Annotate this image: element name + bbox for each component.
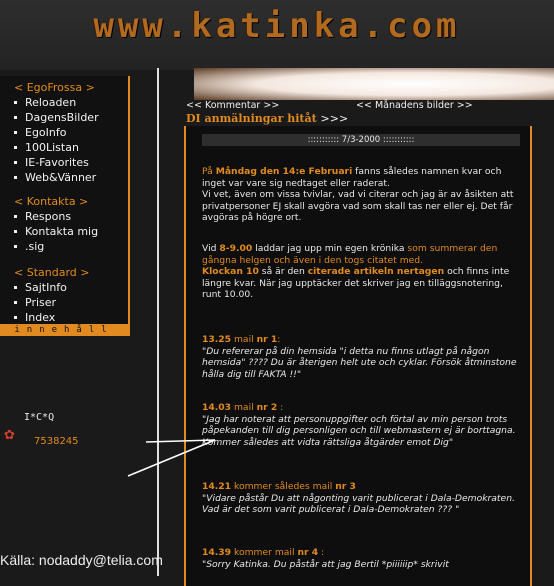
- sidebar-group-title: < EgoFrossa >: [14, 81, 95, 94]
- bullet-icon: [14, 101, 17, 104]
- mail-entry-4: 14.39 kommer mail nr 4 : "Sorry Katinka. Du påstår att jag Bertil *piiiiiip* skrivit: [202, 547, 449, 570]
- sidebar-item-kontakta-mig[interactable]: Kontakta mig: [14, 224, 98, 239]
- top-nav: [184, 100, 554, 112]
- paragraph-1: På Måndag den 14:e Februari fanns således namnen kvar och inget var vare sig nedtaget eller raderat. Vi vet, även om vissa tvivlar, vad vi citerar och jag är av åsikten att privatpersoner EJ skall avgöra vad som skall tas ner eller ej. Det får avgöras på högre ort.: [202, 166, 514, 223]
- icq-flower-icon[interactable]: ✿: [4, 428, 15, 443]
- sidebar-footer-label: innehåll: [0, 324, 128, 336]
- sidebar-item-respons[interactable]: Respons: [14, 209, 98, 224]
- bullet-icon: [14, 176, 17, 179]
- sidebar-item-reloaden[interactable]: Reloaden: [14, 95, 99, 110]
- sidebar-group-egofrossa: [14, 81, 99, 185]
- sidebar-group-title: < Kontakta >: [14, 195, 89, 208]
- bullet-icon: [14, 116, 17, 119]
- sidebar-group-title: < Standard >: [14, 266, 90, 279]
- paragraph-2: Vid 8-9.00 laddar jag upp min egen krönika som summerar den gångna helgen och även i den togs citatet med. Klockan 10 så är den citerade artikeln nertagen och finns inte längre kvar. När jag upptäcker det skriver jag en tilläggsnotering, runt 10.00.: [202, 243, 510, 300]
- date-dots-left: :::::::::::: [307, 135, 340, 145]
- announcement-label: DI anmälningar hitåt: [186, 112, 317, 125]
- nav-link-kommentar[interactable]: << Kommentar >>: [186, 100, 280, 111]
- nav-link-manadens-bilder[interactable]: << Månadens bilder >>: [356, 100, 473, 111]
- sidebar-item-dagensbilder[interactable]: DagensBilder: [14, 110, 99, 125]
- mail-entry-2: 14.03 mail nr 2 : "Jag har noterat att personuppgifter och förtal av min person trots påpekanden till dig personligen och till webmastern ej är borttagna. Kommer således att vidta rättsliga åtgärder emot Dig": [202, 402, 516, 448]
- mail-entry-3: 14.21 kommer således mail nr 3 "Vidare påstår Du att någonting varit publicerat i Dala-Demokraten. Vad är det som varit publicerat i Dala-Demokraten ??? ": [202, 481, 515, 515]
- sidebar-item-web-vanner[interactable]: Web&Vänner: [14, 170, 99, 185]
- bullet-icon: [14, 245, 17, 248]
- icq-number[interactable]: 7538245: [34, 436, 79, 447]
- source-caption: Källa: nodaddy@telia.com: [0, 552, 163, 568]
- bullet-icon: [14, 161, 17, 164]
- announcement-arrows: >>>: [320, 112, 349, 125]
- announcement-link[interactable]: [186, 112, 348, 125]
- bullet-icon: [14, 230, 17, 233]
- site-logo[interactable]: www.katinka.com: [93, 6, 461, 46]
- sidebar: [0, 76, 130, 336]
- site-header: [0, 0, 554, 70]
- sidebar-item-egoinfo[interactable]: EgoInfo: [14, 125, 99, 140]
- vertical-divider: [157, 68, 159, 576]
- icq-label: I*C*Q: [24, 412, 55, 423]
- bullet-icon: [14, 286, 17, 289]
- sidebar-item-ie-favorites[interactable]: IE-Favorites: [14, 155, 99, 170]
- bullet-icon: [14, 316, 17, 319]
- article-date: 7/3-2000: [341, 135, 381, 145]
- date-dots-right: :::::::::::: [382, 135, 415, 145]
- sidebar-item-100listan[interactable]: 100Listan: [14, 140, 99, 155]
- sidebar-item-sajtinfo[interactable]: SajtInfo: [14, 280, 89, 295]
- sidebar-item-sig[interactable]: .sig: [14, 239, 98, 254]
- bullet-icon: [14, 131, 17, 134]
- sidebar-item-priser[interactable]: Priser: [14, 295, 89, 310]
- mail-entry-1: 13.25 mail nr 1: "Du refererar på din hemsida "i detta nu finns utlagt på någon hemsida" ???? Du är återigen helt ute och cyklar. Försök åtminstone hålla dig till FAKTA !!": [202, 334, 517, 380]
- date-bar: [202, 134, 520, 146]
- sidebar-group-kontakta: [14, 195, 98, 254]
- bullet-icon: [14, 215, 17, 218]
- sidebar-group-standard: [14, 266, 89, 325]
- bullet-icon: [14, 301, 17, 304]
- sidebar-item-index[interactable]: Index: [14, 310, 89, 325]
- top-banner-image: [194, 68, 554, 100]
- bullet-icon: [14, 146, 17, 149]
- article-content: [184, 126, 532, 586]
